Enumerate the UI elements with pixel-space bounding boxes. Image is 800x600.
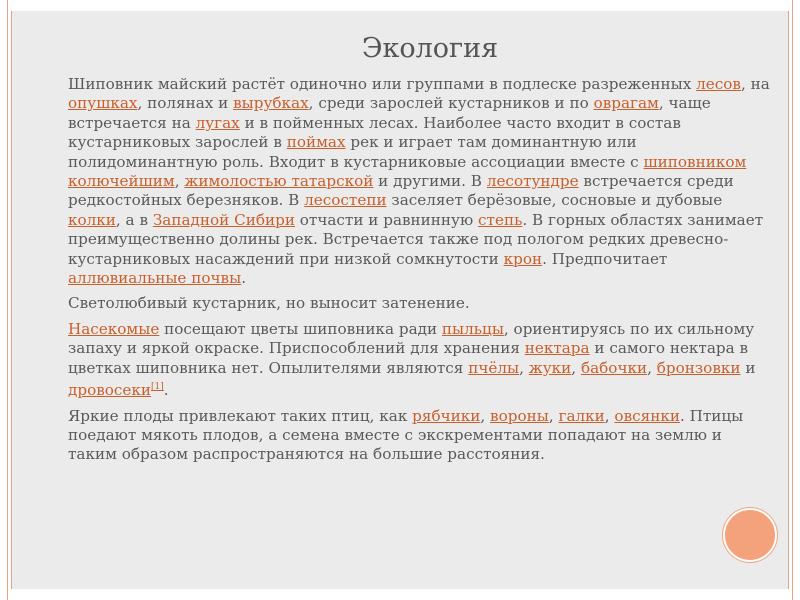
text-link[interactable]: лесостепи <box>304 191 387 210</box>
paragraph-text: , на <box>740 75 770 93</box>
text-link[interactable]: нектара <box>524 339 590 358</box>
text-link[interactable]: овсянки <box>614 406 680 425</box>
paragraph-text: , <box>519 358 529 377</box>
text-link[interactable]: крон <box>503 249 543 268</box>
text-link[interactable]: оврагам <box>593 94 659 113</box>
paragraph-text: отчасти и равнинную <box>294 210 479 229</box>
paragraph-text: , полянах и <box>137 94 234 113</box>
bullet-paragraph <box>42 294 772 313</box>
slide-title: Экология <box>361 33 499 64</box>
text-link[interactable]: аллювиальные почвы <box>68 269 242 288</box>
paragraph-text: , <box>647 358 657 377</box>
slide-content <box>42 75 772 471</box>
paragraph-text: , <box>548 406 559 425</box>
paragraph-text: , <box>604 406 615 425</box>
text-link[interactable]: опушках <box>68 94 138 113</box>
paragraph-text: , чаще встречается на <box>68 94 711 132</box>
paragraph-text: и <box>740 358 756 377</box>
paragraph-text: заселяет берёзовые, сосновые и дубовые <box>386 191 723 210</box>
text-link[interactable]: жимолостью татарской <box>184 172 374 191</box>
text-link[interactable]: лесов <box>696 75 741 93</box>
text-link[interactable]: поймах <box>286 133 346 152</box>
footnote-link[interactable]: [1] <box>151 382 164 393</box>
paragraph-text: и в пойменных лесах. Наиболее часто входит в состав кустарниковых зарослей в <box>68 113 681 152</box>
text-link[interactable]: Западной Сибири <box>152 210 295 229</box>
text-link[interactable]: галки <box>558 406 605 425</box>
paragraph-text: , <box>480 406 491 425</box>
paragraph-text: . <box>241 269 247 288</box>
paragraph-text: . <box>163 381 169 400</box>
paragraph-text: , ориентируясь по их сильному запаху и яркой окраске. Приспособлений для хранения <box>68 319 755 358</box>
bullet-paragraph <box>42 407 772 465</box>
paragraph-text: . Птицы поедают мякоть плодов, а семена вместе с экскрементами попадают на землю и таким образом распространяются на большие расстояния. <box>68 406 744 464</box>
paragraph-text: рек и играет там доминантную или полидоминантную роль. Входит в кустарниковые ассоциации вместе с <box>68 133 644 171</box>
paragraph-text: , <box>174 172 185 191</box>
text-link[interactable]: лесотундре <box>486 172 579 191</box>
paragraph-text: встречается среди редкостойных березняков. В <box>68 172 734 210</box>
paragraph-text: и самого нектара в цветках шиповника нет. Опылителями являются <box>68 339 749 377</box>
paragraph-text: , а в <box>115 210 153 229</box>
paragraph-text: Яркие плоды привлекают таких птиц, как <box>68 406 413 425</box>
paragraph-text: Светолюбивый кустарник, но выносит затенение. <box>68 294 470 313</box>
text-link[interactable]: шиповником колючейшим <box>68 152 747 191</box>
bullet-paragraph <box>42 320 772 401</box>
paragraph-text: посещают цветы шиповника ради <box>159 319 442 338</box>
text-link[interactable]: жуки <box>528 358 572 377</box>
text-link[interactable]: степь <box>478 210 523 229</box>
paragraph-text: и другими. В <box>373 172 487 191</box>
paragraph-text: . В горных областях занимает преимущественно долины рек. Встречается также под пологом редких древесно-кустарниковых насаждений при низкой сомкнутости <box>68 210 764 268</box>
bullet-paragraph <box>42 75 772 288</box>
text-link[interactable]: вырубках <box>233 94 309 113</box>
text-link[interactable]: Насекомые <box>68 319 160 338</box>
slide-frame <box>11 11 789 589</box>
paragraph-text: , <box>571 358 581 377</box>
paragraph-text: Шиповник майский растёт одиночно или группами в подлеске разреженных <box>68 75 697 93</box>
text-link[interactable]: дровосеки <box>68 381 152 400</box>
text-link[interactable]: рябчики <box>412 406 481 425</box>
paragraph-text: . Предпочитает <box>542 249 668 268</box>
paragraph-text: , среди зарослей кустарников и по <box>308 94 594 113</box>
text-link[interactable]: вороны <box>490 406 549 425</box>
text-link[interactable]: колки <box>68 210 116 229</box>
text-link[interactable]: бабочки <box>580 358 648 377</box>
decorative-circle <box>723 508 777 562</box>
text-link[interactable]: пыльцы <box>441 319 504 338</box>
right-edge-line <box>792 0 793 600</box>
text-link[interactable]: пчёлы <box>468 358 520 377</box>
text-link[interactable]: бронзовки <box>656 358 741 377</box>
left-edge-line <box>7 0 8 600</box>
text-link[interactable]: лугах <box>195 113 240 132</box>
